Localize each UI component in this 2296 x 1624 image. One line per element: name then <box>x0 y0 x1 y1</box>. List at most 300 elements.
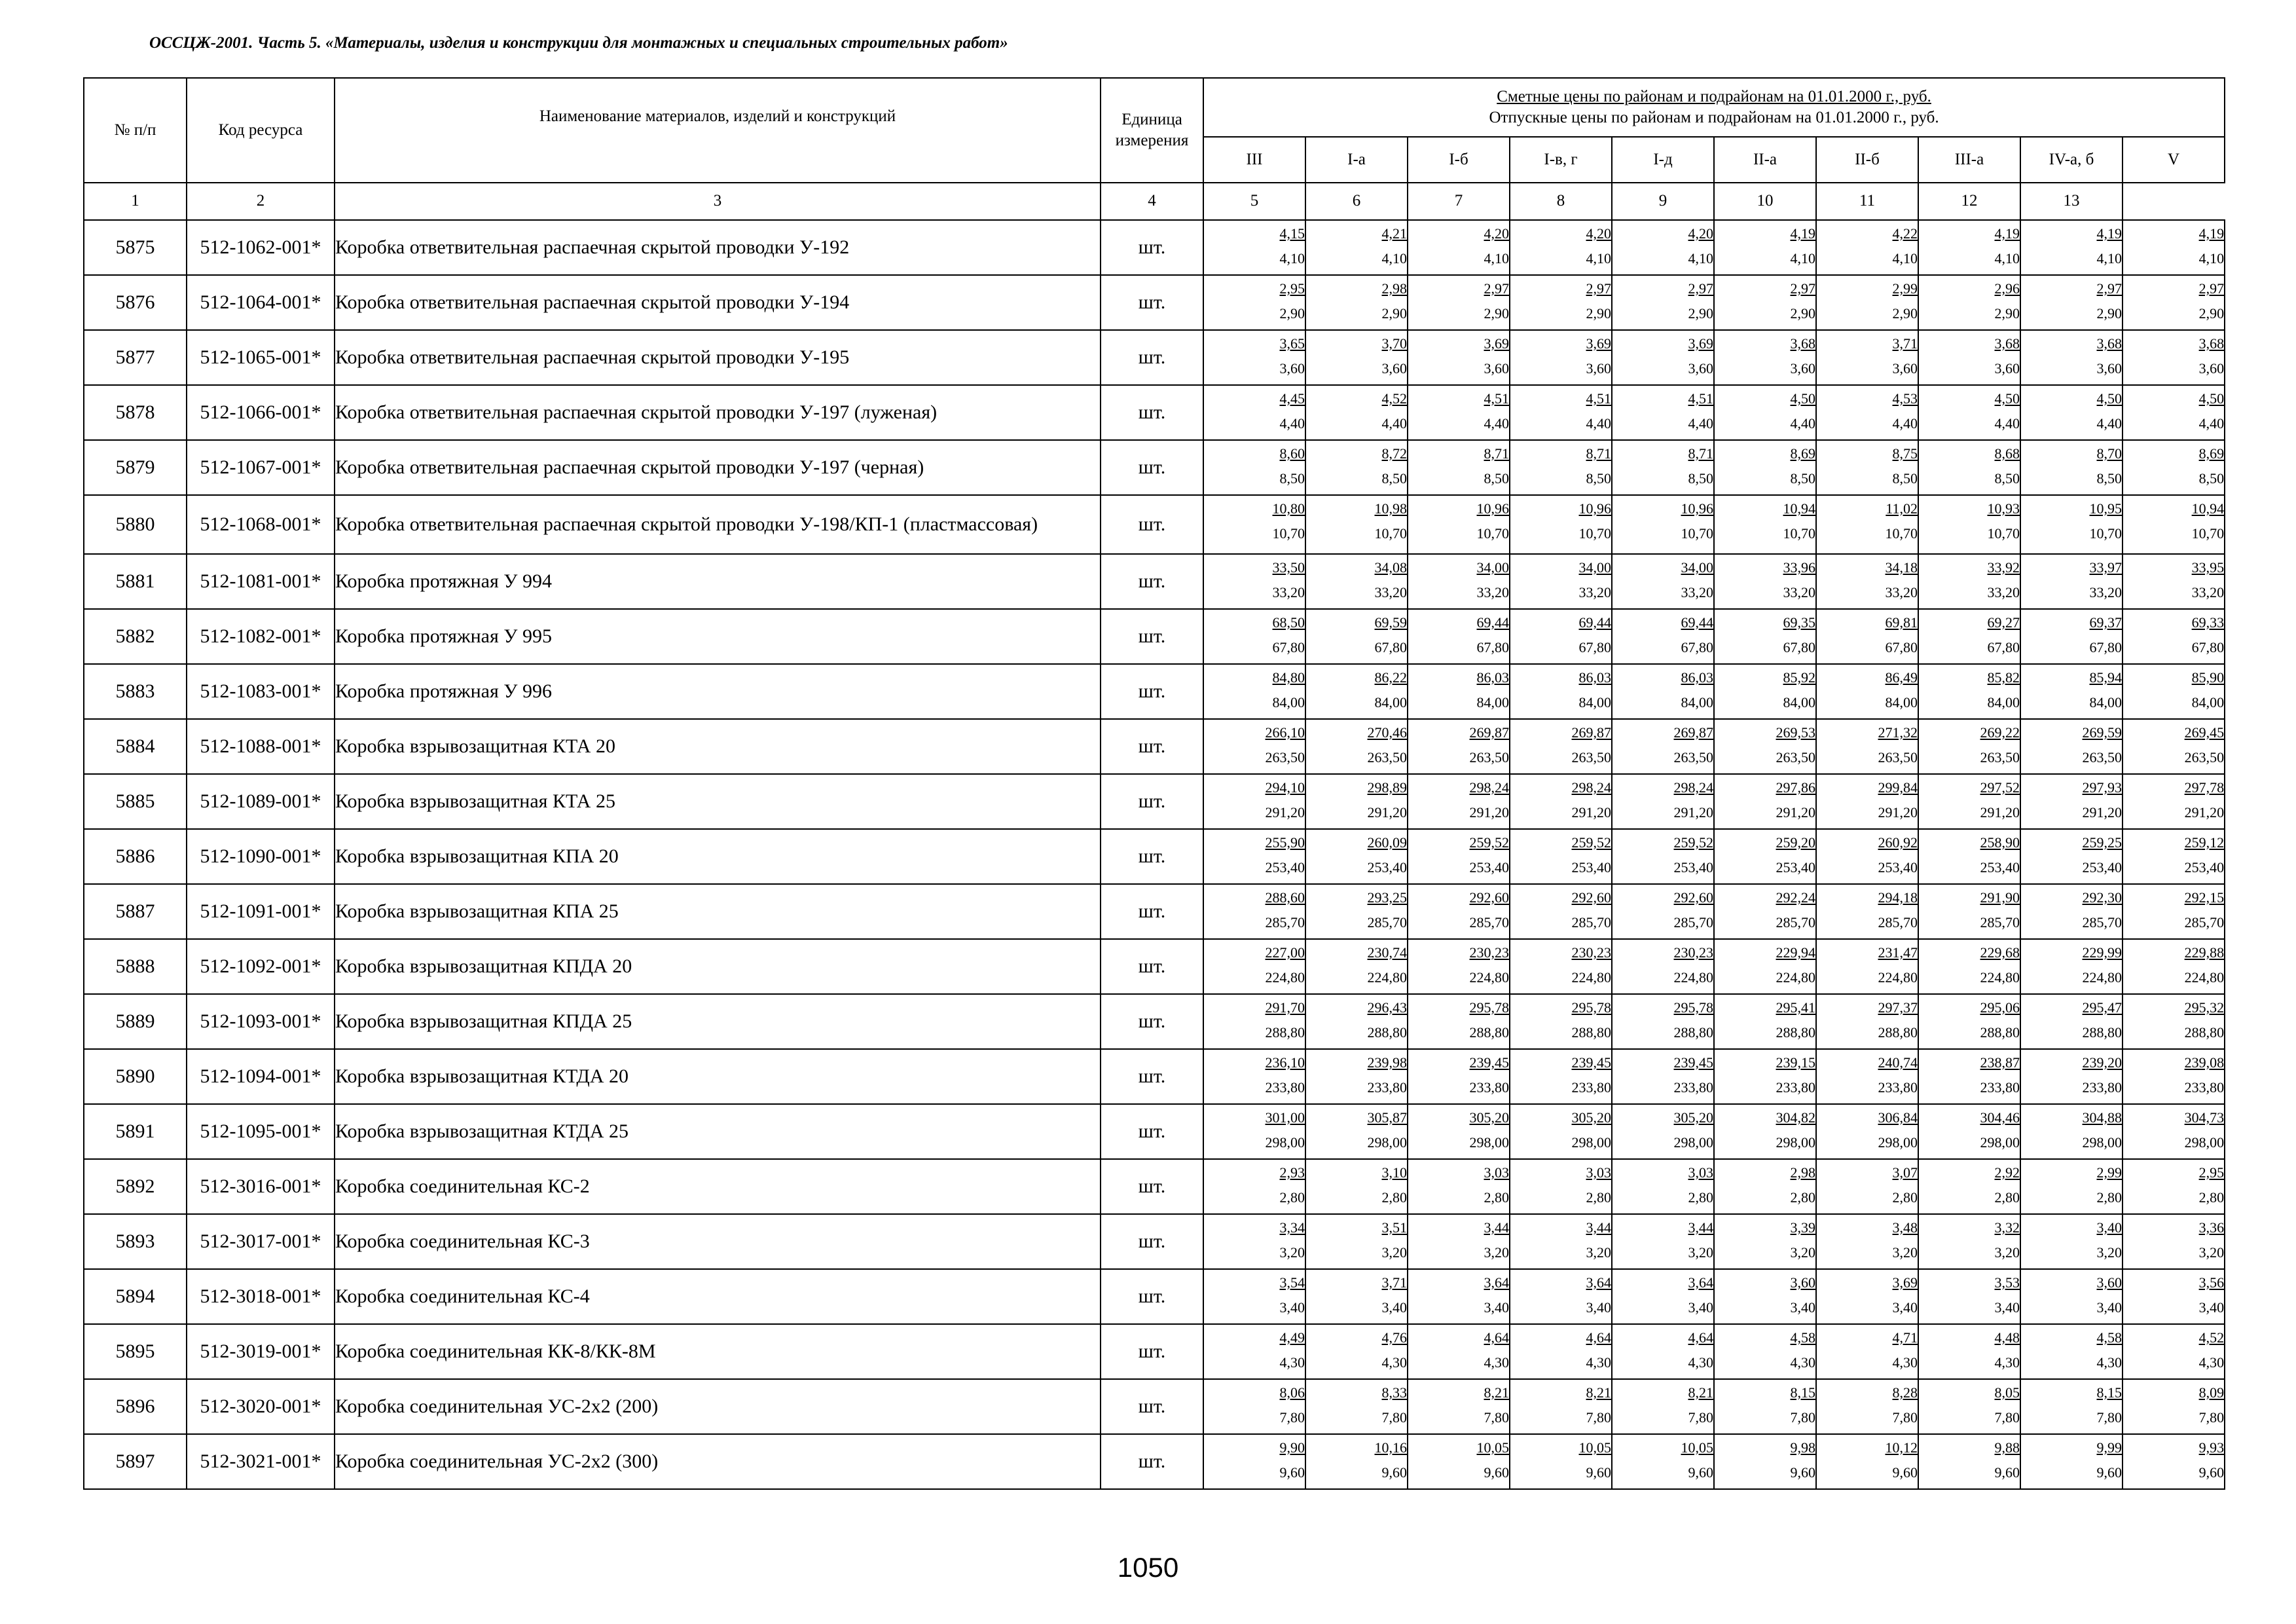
price-cell <box>1510 495 1612 554</box>
release-price: 84,00 <box>2191 694 2225 710</box>
price-cell <box>1612 1214 1714 1269</box>
release-price: 4,40 <box>2198 415 2225 432</box>
prices-title: Сметные цены по районам и подрайонам на 01.01.2000 г., руб. <box>1497 87 1931 105</box>
estimated-price: 4,20 <box>1586 225 1611 242</box>
estimated-price: 3,34 <box>1279 1219 1305 1236</box>
price-cell <box>2020 220 2123 275</box>
price-cell <box>1918 1434 2020 1489</box>
estimated-price: 3,69 <box>1688 335 1713 352</box>
estimated-price: 288,60 <box>1265 889 1305 906</box>
unit: шт. <box>1101 829 1203 884</box>
table-row <box>84 495 2225 554</box>
price-cell <box>1918 220 2020 275</box>
unit: шт. <box>1101 1434 1203 1489</box>
estimated-price: 298,24 <box>1571 779 1611 796</box>
release-price: 4,10 <box>1892 250 1918 267</box>
column-number: 8 <box>1510 183 1612 220</box>
price-cell <box>1714 774 1816 829</box>
estimated-price: 69,59 <box>1374 614 1407 631</box>
release-price: 33,20 <box>1681 584 1713 600</box>
release-price: 3,40 <box>1688 1299 1713 1316</box>
price-cell <box>2123 719 2225 774</box>
table-row <box>84 1159 2225 1214</box>
estimated-price: 297,86 <box>1776 779 1815 796</box>
price-cell <box>2123 1324 2225 1379</box>
price-cell <box>1305 440 1408 495</box>
price-cell <box>1714 994 1816 1049</box>
estimated-price: 239,20 <box>2082 1054 2122 1071</box>
region-header: II-б <box>1816 137 1918 183</box>
release-price: 263,50 <box>1673 749 1713 766</box>
price-cell <box>1918 829 2020 884</box>
price-cell <box>1203 1049 1305 1104</box>
price-cell <box>1510 385 1612 440</box>
release-price: 298,00 <box>1673 1134 1713 1151</box>
release-price: 2,80 <box>1484 1189 1509 1206</box>
release-price: 84,00 <box>1987 694 2020 710</box>
column-number: 2 <box>187 183 335 220</box>
price-cell <box>1918 440 2020 495</box>
price-cell <box>2123 609 2225 664</box>
release-price: 233,80 <box>1265 1079 1305 1096</box>
release-price: 7,80 <box>2198 1409 2225 1426</box>
estimated-price: 8,60 <box>1279 445 1305 462</box>
release-price: 2,90 <box>1279 305 1305 322</box>
release-price: 9,60 <box>1381 1464 1407 1481</box>
release-price: 253,40 <box>1673 859 1713 876</box>
estimated-price: 2,97 <box>1586 280 1611 297</box>
row-number: 5875 <box>84 220 187 275</box>
estimated-price: 2,97 <box>1688 280 1713 297</box>
release-price: 253,40 <box>1878 859 1918 876</box>
estimated-price: 8,71 <box>1688 445 1713 462</box>
price-cell <box>2123 884 2225 939</box>
release-price: 3,20 <box>1790 1244 1815 1261</box>
price-cell <box>1918 1324 2020 1379</box>
release-price: 288,80 <box>2184 1024 2225 1041</box>
release-price: 9,60 <box>2198 1464 2225 1481</box>
estimated-price: 2,92 <box>1994 1164 2020 1181</box>
release-price: 253,40 <box>2082 859 2122 876</box>
release-price: 298,00 <box>2082 1134 2122 1151</box>
resource-code: 512-1067-001* <box>187 440 335 495</box>
price-cell <box>2020 385 2123 440</box>
price-cell <box>2020 774 2123 829</box>
table-row <box>84 1104 2225 1159</box>
estimated-price: 291,70 <box>1265 999 1305 1016</box>
estimated-price: 4,19 <box>2096 225 2122 242</box>
release-price: 8,50 <box>1484 470 1509 487</box>
release-price: 84,00 <box>2089 694 2122 710</box>
price-cell <box>1510 1159 1612 1214</box>
estimated-price: 305,87 <box>1367 1109 1407 1126</box>
price-cell <box>1612 609 1714 664</box>
release-price: 10,70 <box>1681 525 1713 542</box>
price-cell <box>1305 1324 1408 1379</box>
release-price: 2,90 <box>1381 305 1407 322</box>
estimated-price: 295,78 <box>1571 999 1611 1016</box>
price-cell <box>1612 220 1714 275</box>
material-name: Коробка ответвительная распаечная скрытой проводки У-197 (черная) <box>335 440 1101 495</box>
unit: шт. <box>1101 1379 1203 1434</box>
price-cell <box>1203 1269 1305 1324</box>
estimated-price: 34,08 <box>1374 559 1407 576</box>
estimated-price: 269,45 <box>2184 724 2225 741</box>
price-cell <box>1203 1434 1305 1489</box>
estimated-price: 3,51 <box>1381 1219 1407 1236</box>
estimated-price: 259,52 <box>1673 834 1713 851</box>
release-price: 3,60 <box>1688 360 1713 377</box>
price-cell <box>1203 275 1305 330</box>
release-price: 291,20 <box>1265 804 1305 821</box>
price-cell <box>1305 884 1408 939</box>
resource-code: 512-3020-001* <box>187 1379 335 1434</box>
release-price: 253,40 <box>1367 859 1407 876</box>
estimated-price: 86,03 <box>1578 669 1611 686</box>
estimated-price: 294,18 <box>1878 889 1918 906</box>
price-cell <box>1918 719 2020 774</box>
release-price: 285,70 <box>1673 914 1713 931</box>
estimated-price: 4,52 <box>2198 1329 2225 1346</box>
price-cell <box>1816 1269 1918 1324</box>
page-number: 1050 <box>1117 1552 1179 1583</box>
price-cell <box>2123 275 2225 330</box>
estimated-price: 86,22 <box>1374 669 1407 686</box>
estimated-price: 229,94 <box>1776 944 1815 961</box>
estimated-price: 2,95 <box>1279 280 1305 297</box>
price-cell <box>2020 330 2123 385</box>
release-price: 2,80 <box>1279 1189 1305 1206</box>
unit: шт. <box>1101 1049 1203 1104</box>
price-cell <box>2123 330 2225 385</box>
release-price: 2,80 <box>1688 1189 1713 1206</box>
estimated-price: 269,59 <box>2082 724 2122 741</box>
price-cell <box>2123 1434 2225 1489</box>
price-cell <box>1714 1434 1816 1489</box>
price-cell <box>1408 275 1510 330</box>
price-cell <box>1203 1214 1305 1269</box>
release-price: 3,60 <box>1381 360 1407 377</box>
price-cell <box>1714 554 1816 609</box>
price-cell <box>1918 774 2020 829</box>
price-cell <box>1203 884 1305 939</box>
material-name: Коробка соединительная КС-2 <box>335 1159 1101 1214</box>
unit: шт. <box>1101 1269 1203 1324</box>
price-cell <box>1714 495 1816 554</box>
unit: шт. <box>1101 884 1203 939</box>
price-cell <box>1305 939 1408 994</box>
row-number: 5885 <box>84 774 187 829</box>
table-row <box>84 829 2225 884</box>
estimated-price: 292,15 <box>2184 889 2225 906</box>
estimated-price: 9,90 <box>1279 1439 1305 1456</box>
estimated-price: 8,15 <box>2096 1384 2122 1401</box>
release-price: 10,70 <box>1476 525 1509 542</box>
estimated-price: 86,03 <box>1476 669 1509 686</box>
row-number: 5897 <box>84 1434 187 1489</box>
price-cell <box>1305 1104 1408 1159</box>
release-price: 9,60 <box>1279 1464 1305 1481</box>
release-price: 2,90 <box>1586 305 1611 322</box>
estimated-price: 4,64 <box>1586 1329 1611 1346</box>
release-price: 10,70 <box>1374 525 1407 542</box>
estimated-price: 3,03 <box>1688 1164 1713 1181</box>
material-name: Коробка соединительная КС-3 <box>335 1214 1101 1269</box>
region-header: I-д <box>1612 137 1714 183</box>
release-price: 3,60 <box>2198 360 2225 377</box>
estimated-price: 298,24 <box>1469 779 1509 796</box>
price-cell <box>1612 1324 1714 1379</box>
price-cell <box>1203 554 1305 609</box>
table-row <box>84 440 2225 495</box>
price-cell <box>2123 554 2225 609</box>
release-price: 4,30 <box>1279 1354 1305 1371</box>
region-header: I-в, г <box>1510 137 1612 183</box>
release-price: 224,80 <box>1571 969 1611 986</box>
release-price: 3,20 <box>2096 1244 2122 1261</box>
estimated-price: 301,00 <box>1265 1109 1305 1126</box>
price-cell <box>1714 1379 1816 1434</box>
release-price: 2,80 <box>2198 1189 2225 1206</box>
release-price: 4,40 <box>1994 415 2020 432</box>
estimated-price: 295,32 <box>2184 999 2225 1016</box>
column-number: 5 <box>1203 183 1305 220</box>
release-price: 10,70 <box>1885 525 1918 542</box>
price-cell <box>1612 385 1714 440</box>
estimated-price: 10,96 <box>1578 500 1611 517</box>
estimated-price: 239,98 <box>1367 1054 1407 1071</box>
release-price: 4,30 <box>1790 1354 1815 1371</box>
release-price: 84,00 <box>1681 694 1713 710</box>
unit: шт. <box>1101 275 1203 330</box>
price-cell <box>1305 1049 1408 1104</box>
release-price: 67,80 <box>2089 639 2122 655</box>
release-price: 33,20 <box>2191 584 2225 600</box>
material-name: Коробка соединительная КС-4 <box>335 1269 1101 1324</box>
material-name: Коробка ответвительная распаечная скрытой проводки У-192 <box>335 220 1101 275</box>
price-cell <box>1816 994 1918 1049</box>
row-number: 5895 <box>84 1324 187 1379</box>
release-price: 233,80 <box>2082 1079 2122 1096</box>
estimated-price: 305,20 <box>1571 1109 1611 1126</box>
estimated-price: 3,10 <box>1381 1164 1407 1181</box>
price-cell <box>2123 774 2225 829</box>
estimated-price: 4,51 <box>1688 390 1713 407</box>
release-price: 4,10 <box>1586 250 1611 267</box>
price-cell <box>1612 554 1714 609</box>
estimated-price: 229,88 <box>2184 944 2225 961</box>
release-price: 33,20 <box>1374 584 1407 600</box>
estimated-price: 3,44 <box>1484 1219 1509 1236</box>
release-price: 4,40 <box>1688 415 1713 432</box>
region-header: III <box>1203 137 1305 183</box>
release-price: 253,40 <box>2184 859 2225 876</box>
release-price: 2,90 <box>1484 305 1509 322</box>
price-cell <box>1510 939 1612 994</box>
unit: шт. <box>1101 664 1203 719</box>
estimated-price: 10,98 <box>1374 500 1407 517</box>
release-price: 291,20 <box>1673 804 1713 821</box>
release-price: 285,70 <box>1776 914 1815 931</box>
estimated-price: 2,97 <box>1484 280 1509 297</box>
estimated-price: 271,32 <box>1878 724 1918 741</box>
release-price: 3,20 <box>1381 1244 1407 1261</box>
price-cell <box>1408 554 1510 609</box>
unit: шт. <box>1101 495 1203 554</box>
release-price: 3,40 <box>1586 1299 1611 1316</box>
release-price: 285,70 <box>1878 914 1918 931</box>
resource-code: 512-1093-001* <box>187 994 335 1049</box>
price-cell <box>1918 884 2020 939</box>
resource-code: 512-1081-001* <box>187 554 335 609</box>
estimated-price: 4,20 <box>1688 225 1713 242</box>
release-price: 9,60 <box>1994 1464 2020 1481</box>
material-name: Коробка соединительная УС-2х2 (200) <box>335 1379 1101 1434</box>
release-price: 291,20 <box>1878 804 1918 821</box>
estimated-price: 260,09 <box>1367 834 1407 851</box>
release-price: 3,20 <box>2198 1244 2225 1261</box>
price-cell <box>1612 495 1714 554</box>
estimated-price: 11,02 <box>1886 500 1918 517</box>
resource-code: 512-3021-001* <box>187 1434 335 1489</box>
estimated-price: 2,99 <box>2096 1164 2122 1181</box>
estimated-price: 69,81 <box>1885 614 1918 631</box>
unit: шт. <box>1101 1214 1203 1269</box>
estimated-price: 2,93 <box>1279 1164 1305 1181</box>
release-price: 233,80 <box>1469 1079 1509 1096</box>
release-price: 3,40 <box>1892 1299 1918 1316</box>
region-header: II-а <box>1714 137 1816 183</box>
price-cell <box>1408 1269 1510 1324</box>
price-cell <box>1816 829 1918 884</box>
estimated-price: 4,19 <box>1790 225 1815 242</box>
release-price: 67,80 <box>1578 639 1611 655</box>
estimated-price: 3,69 <box>1892 1274 1918 1291</box>
row-number: 5878 <box>84 385 187 440</box>
estimated-price: 259,25 <box>2082 834 2122 851</box>
resource-code: 512-1095-001* <box>187 1104 335 1159</box>
release-price: 4,40 <box>1279 415 1305 432</box>
price-cell <box>1714 1159 1816 1214</box>
region-header: I-а <box>1305 137 1408 183</box>
release-price: 4,40 <box>1484 415 1509 432</box>
estimated-price: 3,70 <box>1381 335 1407 352</box>
release-price: 84,00 <box>1476 694 1509 710</box>
price-cell <box>1510 994 1612 1049</box>
estimated-price: 299,84 <box>1878 779 1918 796</box>
row-number: 5882 <box>84 609 187 664</box>
estimated-price: 239,08 <box>2184 1054 2225 1071</box>
release-price: 67,80 <box>1272 639 1305 655</box>
price-cell <box>1510 554 1612 609</box>
estimated-price: 229,68 <box>1980 944 2020 961</box>
table-row <box>84 994 2225 1049</box>
price-cell <box>1714 1104 1816 1159</box>
release-price: 8,50 <box>1892 470 1918 487</box>
price-cell <box>2020 554 2123 609</box>
price-cell <box>1203 495 1305 554</box>
estimated-price: 4,49 <box>1279 1329 1305 1346</box>
resource-code: 512-1083-001* <box>187 664 335 719</box>
release-price: 8,50 <box>1586 470 1611 487</box>
release-price: 33,20 <box>1987 584 2020 600</box>
material-name: Коробка взрывозащитная КТА 20 <box>335 719 1101 774</box>
column-header-number: № п/п <box>84 78 187 183</box>
column-number: 3 <box>335 183 1101 220</box>
estimated-price: 295,47 <box>2082 999 2122 1016</box>
price-cell <box>1408 884 1510 939</box>
row-number: 5890 <box>84 1049 187 1104</box>
release-price: 8,50 <box>2198 470 2225 487</box>
estimated-price: 269,87 <box>1469 724 1509 741</box>
row-number: 5896 <box>84 1379 187 1434</box>
price-cell <box>1612 884 1714 939</box>
price-cell <box>1612 664 1714 719</box>
price-cell <box>1305 220 1408 275</box>
price-cell <box>1816 385 1918 440</box>
release-price: 291,20 <box>2184 804 2225 821</box>
material-name: Коробка соединительная УС-2х2 (300) <box>335 1434 1101 1489</box>
release-price: 67,80 <box>1783 639 1815 655</box>
release-price: 263,50 <box>1469 749 1509 766</box>
resource-code: 512-1066-001* <box>187 385 335 440</box>
estimated-price: 10,05 <box>1476 1439 1509 1456</box>
table-row <box>84 385 2225 440</box>
release-price: 224,80 <box>1878 969 1918 986</box>
price-cell <box>1816 1049 1918 1104</box>
row-number: 5879 <box>84 440 187 495</box>
estimated-price: 239,45 <box>1673 1054 1713 1071</box>
price-cell <box>1408 440 1510 495</box>
estimated-price: 305,20 <box>1673 1109 1713 1126</box>
estimated-price: 297,93 <box>2082 779 2122 796</box>
release-price: 253,40 <box>1265 859 1305 876</box>
estimated-price: 3,64 <box>1586 1274 1611 1291</box>
resource-code: 512-1065-001* <box>187 330 335 385</box>
release-price: 4,30 <box>1484 1354 1509 1371</box>
price-cell <box>1305 385 1408 440</box>
release-price: 33,20 <box>1783 584 1815 600</box>
release-price: 4,30 <box>1892 1354 1918 1371</box>
release-price: 10,70 <box>2191 525 2225 542</box>
release-price: 263,50 <box>1980 749 2020 766</box>
estimated-price: 239,45 <box>1469 1054 1509 1071</box>
price-cell <box>1408 1159 1510 1214</box>
column-number: 12 <box>1918 183 2020 220</box>
estimated-price: 8,69 <box>2198 445 2225 462</box>
table-row <box>84 330 2225 385</box>
price-cell <box>1816 884 1918 939</box>
price-cell <box>1612 330 1714 385</box>
estimated-price: 292,60 <box>1571 889 1611 906</box>
estimated-price: 2,95 <box>2198 1164 2225 1181</box>
material-name: Коробка взрывозащитная КТА 25 <box>335 774 1101 829</box>
release-price: 7,80 <box>1484 1409 1509 1426</box>
release-price: 298,00 <box>1265 1134 1305 1151</box>
price-cell <box>1510 275 1612 330</box>
estimated-price: 10,16 <box>1374 1439 1407 1456</box>
estimated-price: 270,46 <box>1367 724 1407 741</box>
resource-code: 512-3016-001* <box>187 1159 335 1214</box>
release-price: 3,60 <box>1484 360 1509 377</box>
price-cell <box>1510 1324 1612 1379</box>
release-price: 285,70 <box>1367 914 1407 931</box>
row-number: 5884 <box>84 719 187 774</box>
estimated-price: 3,03 <box>1586 1164 1611 1181</box>
estimated-price: 69,27 <box>1987 614 2020 631</box>
release-price: 4,10 <box>1790 250 1815 267</box>
release-price: 9,60 <box>1688 1464 1713 1481</box>
